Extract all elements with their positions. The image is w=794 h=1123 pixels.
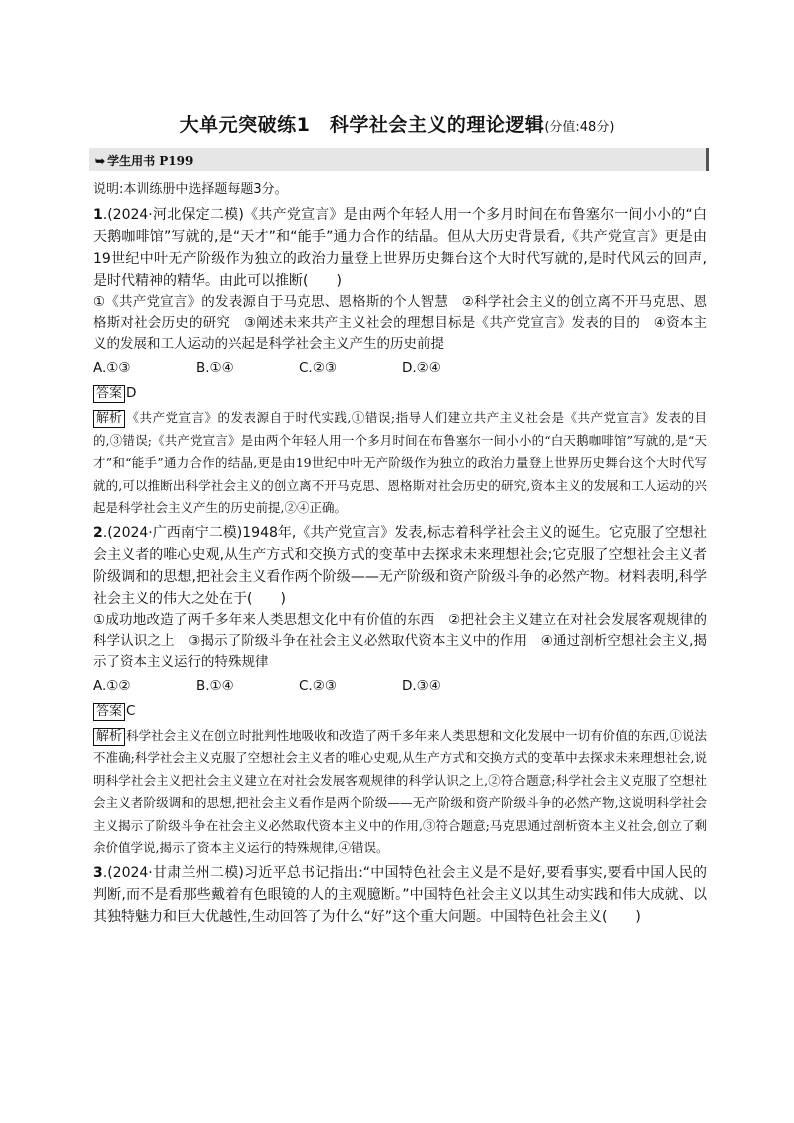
question-3 xyxy=(93,862,707,928)
question-1 xyxy=(93,204,707,520)
analysis-text: 科学社会主义在创立时批判性地吸收和改造了两千多年来人类思想和文化发展中一切有价值的东西,①说法不准确;科学社会主义克服了空想社会主义者的唯心史观,从生产方式和交换方式的变革中去探求未来理想社会,说明科学社会主义把社会主义建立在对社会发展客观规律的科学认识之上,②符合题意;科学社会主义克服了空想社会主义者阶级调和的思想,把社会主义看作是两个阶级——无产阶级和资产阶级斗争的必然产物,这说明科学社会主义揭示了阶级斗争在社会主义必然取代资本主义中的作用,③符合题意;马克思通过剖析资本主义社会,创立了剩余价值学说,揭示了资本主义运行的特殊规律,④错误。 xyxy=(93,727,707,855)
question-stem xyxy=(93,204,707,292)
book-reference-bar xyxy=(89,148,709,171)
choice-b: B.①④ xyxy=(196,360,234,376)
answer-line xyxy=(93,383,707,403)
question-source: .(2024·广西南宁二模) xyxy=(102,524,243,541)
question-source: .(2024·河北保定二模) xyxy=(102,207,244,223)
question-text: 1948年,《共产党宣言》发表,标志着科学社会主义的诞生。它克服了空想社会主义者的唯心史观,从生产方式和交换方式的变革中去探求未来理想社会;它克服了空想社会主义者阶级调和的思想,把社会主义看作两个阶级——无产阶级和资产阶级斗争的必然产物。材料表明,科学社会主义的伟大之处在于( ) xyxy=(93,524,708,607)
question-2 xyxy=(93,522,707,860)
question-stem xyxy=(93,862,707,928)
statement-options: ①成功地改造了两千多年来人类思想文化中有价值的东西 ②把社会主义建立在对社会发展客观规律的科学认识之上 ③揭示了阶级斗争在社会主义必然取代资本主义中的作用 ④通过剖析空想社会主义,揭示了资本主义运行的特殊规律 xyxy=(93,611,707,670)
answer-value: D xyxy=(126,385,137,401)
answer-tag: 答案 xyxy=(93,385,125,403)
analysis xyxy=(93,407,707,520)
statement-options: ①《共产党宣言》的发表源自于马克思、恩格斯的个人智慧 ②科学社会主义的创立离不开马克思、恩格斯对社会历史的研究 ③阐述未来共产主义社会的理想目标是《共产党宣言》发表的目的 ④资本主义的发展和工人运动的兴起是科学社会主义产生的历史前提 xyxy=(93,294,707,352)
choice-b: B.①④ xyxy=(196,677,234,694)
answer-tag: 答案 xyxy=(93,703,125,721)
question-number: 2 xyxy=(93,524,103,541)
choice-d: D.③④ xyxy=(402,677,441,694)
instructions-note: 说明:本训练册中选择题每题3分。 xyxy=(93,182,288,197)
analysis-text: 《共产党宣言》的发表源自于时代实践,①错误;指导人们建立共产主义社会是《共产党宣言》发表的目的,③错误;《共产党宣言》是由两个年轻人用一个多月时间在布鲁塞尔一间小小的“白天鹅咖啡馆”写就的,是“天才”和“能手”通力合作的结晶,更是由19世纪中叶无产阶级作为独立的政治力量登上世界历史舞台这个大时代写就的,可以推断出科学社会主义的创立离不开马克思、恩格斯对社会历史的研究,资本主义的发展和工人运动的兴起是科学社会主义产生的历史前提,②④正确。 xyxy=(93,410,707,515)
title-main: 大单元突破练1 科学社会主义的理论逻辑 xyxy=(179,114,545,136)
choice-a: A.①② xyxy=(93,677,131,694)
question-source: .(2024·甘肃兰州二模) xyxy=(102,864,244,881)
choice-d: D.②④ xyxy=(402,360,441,376)
page-title xyxy=(0,110,794,137)
choice-c: C.②③ xyxy=(299,360,337,376)
choice-c: C.②③ xyxy=(299,677,337,694)
content xyxy=(93,180,707,928)
title-score: (分值:48分) xyxy=(544,120,615,135)
answer-choices xyxy=(93,675,707,697)
choice-a: A.①③ xyxy=(93,360,131,376)
answer-value: C xyxy=(126,702,136,719)
book-reference xyxy=(95,152,193,169)
question-number: 3 xyxy=(93,864,103,881)
analysis-tag: 解析 xyxy=(93,410,125,428)
question-stem xyxy=(93,522,707,610)
answer-line xyxy=(93,701,707,721)
question-text: 习近平总书记指出:“中国特色社会主义是不是好,要看事实,要看中国人民的判断,而不是看那些戴着有色眼镜的人的主观臆断。”中国特色社会主义以其生动实践和伟大成就、以其独特魅力和巨大优越性,生动回答了为什么“好”这个重大问题。中国特色社会主义( ) xyxy=(93,864,708,925)
analysis xyxy=(93,725,707,860)
book-reference-label: 学生用书 P199 xyxy=(107,154,194,168)
question-text: 《共产党宣言》是由两个年轻人用一个多月时间在布鲁塞尔一间小小的“白天鹅咖啡馆”写就的,是“天才”和“能手”通力合作的结晶。但从大历史背景看,《共产党宣言》更是由19世纪中叶无产阶级作为独立的政治力量登上世界历史舞台这个大时代写就的,是时代风云的回声,是时代精神的精华。由此可以推断( ) xyxy=(93,207,707,289)
arrow-icon: ➥ xyxy=(95,154,106,168)
analysis-tag: 解析 xyxy=(93,728,125,746)
question-number: 1 xyxy=(93,207,103,223)
answer-choices xyxy=(93,357,707,379)
